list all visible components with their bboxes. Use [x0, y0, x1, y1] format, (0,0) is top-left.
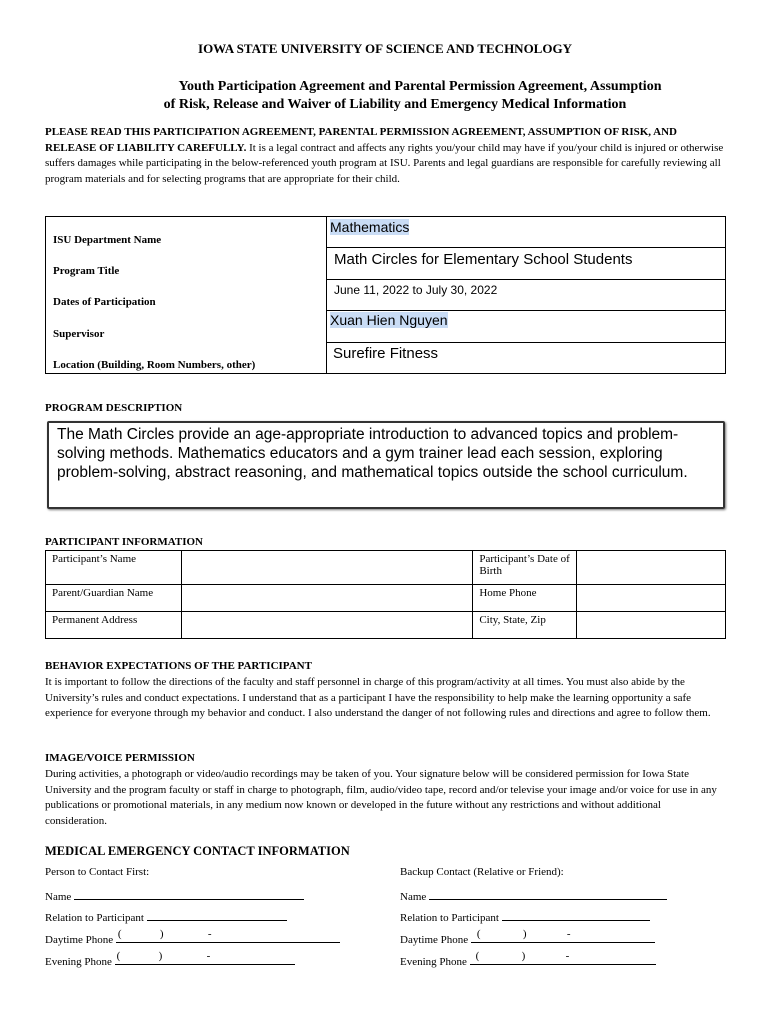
first-daytime-field[interactable]	[116, 928, 340, 943]
participant-name-label: Participant’s Name	[46, 551, 182, 585]
intro-bold-text: PLEASE READ THIS PARTICIPATION AGREEMENT, PARENTAL PERMISSION AGREEMENT, ASSUMPTION OF RISK, AND RELEASE OF LIABILITY CAREFULLY.	[45, 126, 678, 154]
permanent-address-field[interactable]	[181, 612, 472, 639]
behavior-heading: BEHAVIOR EXPECTATIONS OF THE PARTICIPANT	[45, 660, 312, 672]
backup-evening-dash: -	[565, 950, 570, 962]
participant-info-heading: PARTICIPANT INFORMATION	[45, 536, 203, 548]
intro-paragraph	[45, 125, 725, 187]
backup-evening-paren-open: (	[475, 950, 480, 962]
first-relation-field[interactable]	[147, 909, 287, 921]
backup-contact-label: Backup Contact (Relative or Friend):	[400, 866, 564, 878]
backup-daytime-paren-open: (	[476, 928, 481, 940]
participant-name-field[interactable]	[181, 551, 472, 585]
first-contact-label: Person to Contact First:	[45, 866, 150, 878]
location-label: Location (Building, Room Numbers, other)	[53, 359, 256, 371]
department-value[interactable]: Mathematics	[330, 219, 410, 235]
backup-relation-field[interactable]	[502, 909, 650, 921]
medical-contact-heading: MEDICAL EMERGENCY CONTACT INFORMATION	[45, 844, 350, 858]
dates-label: Dates of Participation	[53, 296, 156, 308]
form-title-line1: Youth Participation Agreement and Parental Permission Agreement, Assumption	[178, 79, 662, 94]
image-voice-heading: IMAGE/VOICE PERMISSION	[45, 752, 195, 764]
backup-daytime-dash: -	[566, 928, 571, 940]
first-evening-paren-close: )	[158, 950, 163, 962]
guardian-name-field[interactable]	[181, 585, 472, 612]
permanent-address-label: Permanent Address	[46, 612, 182, 639]
first-evening-paren-open: (	[116, 950, 121, 962]
first-evening-label: Evening Phone	[45, 956, 112, 968]
participant-dob-label: Participant’s Date of Birth	[473, 551, 577, 585]
first-contact-relation-row	[45, 909, 287, 924]
program-info-table	[45, 216, 726, 374]
backup-name-label: Name	[400, 891, 427, 903]
first-contact-name-row	[45, 888, 304, 903]
intro-text: It is a legal contract and affects any rights you/your child may have if you/your child is injured or otherwise suffers damages while participating in the below-referenced youth program at ISU. Parents and legal guardians are responsible for carefully reviewing all program materials and for selecting programs that are appropriate for their child.	[45, 141, 724, 185]
first-daytime-paren-close: )	[159, 928, 164, 940]
first-name-field[interactable]	[74, 888, 304, 900]
first-evening-dash: -	[206, 950, 211, 962]
home-phone-field[interactable]	[577, 585, 726, 612]
supervisor-label: Supervisor	[53, 328, 105, 340]
dates-field[interactable]	[327, 280, 725, 311]
participant-info-table	[45, 550, 726, 639]
participant-dob-field[interactable]	[577, 551, 726, 585]
first-daytime-paren-open: (	[117, 928, 122, 940]
program-description-heading: PROGRAM DESCRIPTION	[45, 402, 183, 414]
backup-evening-field[interactable]	[470, 950, 656, 965]
department-label: ISU Department Name	[53, 234, 162, 246]
program-title-field[interactable]	[327, 248, 725, 280]
department-field[interactable]	[327, 217, 725, 248]
institution-title: IOWA STATE UNIVERSITY OF SCIENCE AND TECHNOLOGY	[198, 41, 572, 56]
program-description-box[interactable]	[47, 421, 725, 509]
supervisor-field[interactable]	[327, 311, 725, 343]
program-title-value[interactable]: Math Circles for Elementary School Students	[334, 251, 633, 268]
location-value[interactable]: Surefire Fitness	[333, 345, 439, 362]
program-label-column	[46, 217, 327, 373]
first-evening-field[interactable]	[115, 950, 295, 965]
backup-evening-label: Evening Phone	[400, 956, 467, 968]
behavior-text: It is important to follow the directions of the faculty and staff personnel in charge of this program/activity at all times. You must also abide by the University’s rules and conduct expectations. I understand that as a participant I have the responsibility to help make the learning opportunity a safe experience for everyone through my behavior and conduct. I also understand the danger of not following rules and directions and agree to follow them.	[45, 676, 711, 719]
city-state-zip-field[interactable]	[577, 612, 726, 639]
first-name-label: Name	[45, 891, 72, 903]
location-field[interactable]	[327, 343, 725, 374]
backup-name-field[interactable]	[429, 888, 667, 900]
home-phone-label: Home Phone	[473, 585, 577, 612]
backup-evening-paren-close: )	[521, 950, 526, 962]
backup-relation-label: Relation to Participant	[400, 912, 499, 924]
backup-contact-relation-row	[400, 909, 650, 924]
dates-value[interactable]: June 11, 2022 to July 30, 2022	[334, 283, 498, 297]
program-description-text[interactable]: The Math Circles provide an age-appropriate introduction to advanced topics and problem-solving methods. Mathematics educators and a gym trainer lead each session, exploring problem-solving, abstract reasoning, and mathematical topics outside the school curriculum.	[57, 426, 688, 481]
program-title-label: Program Title	[53, 265, 120, 277]
first-contact-evening-row	[45, 950, 295, 968]
first-daytime-dash: -	[207, 928, 212, 940]
backup-contact-daytime-row	[400, 928, 655, 946]
form-title-line2: of Risk, Release and Waiver of Liability and Emergency Medical Information	[163, 97, 627, 112]
backup-daytime-paren-close: )	[522, 928, 527, 940]
backup-contact-evening-row	[400, 950, 656, 968]
backup-contact-name-row	[400, 888, 667, 903]
backup-daytime-label: Daytime Phone	[400, 934, 469, 946]
first-contact-daytime-row	[45, 928, 340, 946]
supervisor-value[interactable]: Xuan Hien Nguyen	[330, 312, 448, 328]
guardian-name-label: Parent/Guardian Name	[46, 585, 182, 612]
first-daytime-label: Daytime Phone	[45, 934, 114, 946]
first-relation-label: Relation to Participant	[45, 912, 144, 924]
backup-daytime-field[interactable]	[471, 928, 655, 943]
city-state-zip-label: City, State, Zip	[473, 612, 577, 639]
image-voice-text: During activities, a photograph or video/audio recordings may be taken of you. Your signature below will be considered permission for Iowa State University and the program faculty or staff in charge to photograph, film, audio/video tape, record and/or televise your image and/or voice for use in any publications or promotional materials, in any medium now known or developed in the future without any restrictions and without additional consideration.	[45, 768, 717, 827]
